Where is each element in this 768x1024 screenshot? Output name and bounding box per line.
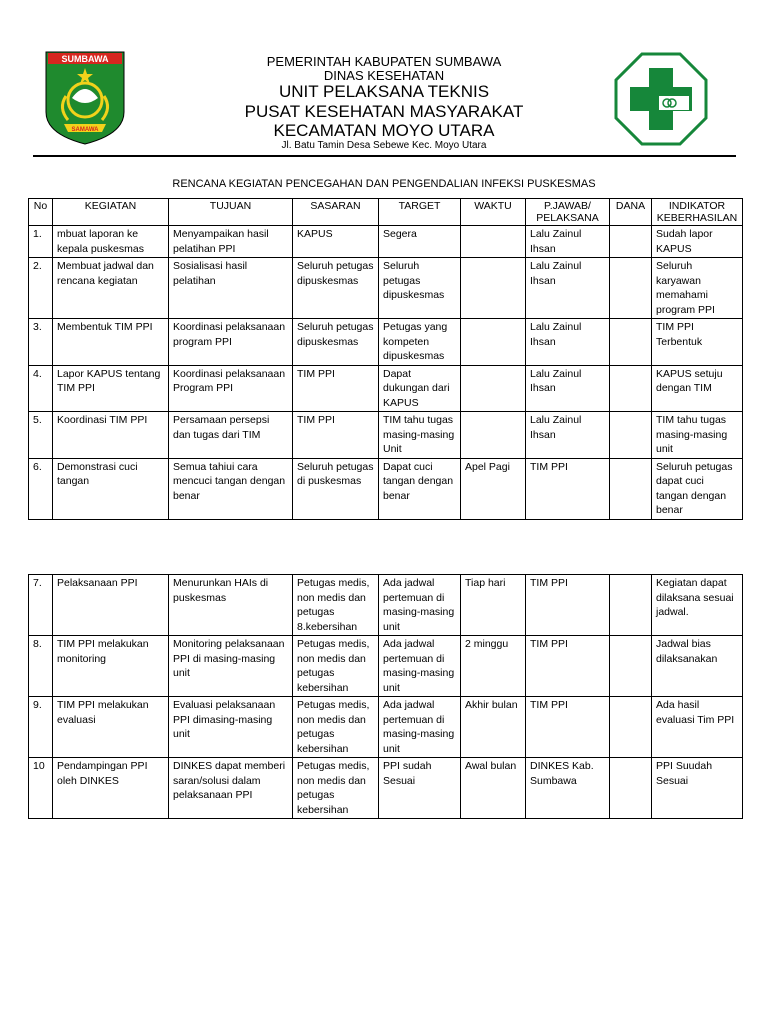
table-cell [610,636,652,697]
table-cell [610,365,652,412]
table-row [29,226,743,258]
table-row [29,412,743,459]
table-cell: Seluruh petugas di puskesmas [293,458,379,519]
table-row [29,697,743,758]
table-cell: Lalu Zainul Ihsan [526,258,610,319]
district-name: KECAMATAN MOYO UTARA [273,121,495,140]
table-cell: Pendampingan PPI oleh DINKES [53,758,169,819]
table-cell: Apel Pagi [461,458,526,519]
column-header: No [29,199,53,226]
table-cell [610,458,652,519]
table-cell: TIM PPI melakukan evaluasi [53,697,169,758]
table-cell: TIM PPI [526,575,610,636]
puskesmas-logo-icon [614,52,708,146]
table-cell: Petugas medis, non medis dan petugas 8.kebersihan [293,575,379,636]
table-cell: Petugas medis, non medis dan petugas kebersihan [293,758,379,819]
institution-name: PUSAT KESEHATAN MASYARAKAT [244,102,524,121]
table-cell [610,319,652,366]
table-cell: Koordinasi pelaksanaan Program PPI [169,365,293,412]
table-row [29,636,743,697]
table-cell: Dapat cuci tangan dengan benar [379,458,461,519]
table-cell [461,365,526,412]
table-cell: Sosialisasi hasil pelatihan [169,258,293,319]
table-cell: Koordinasi pelaksanaan program PPI [169,319,293,366]
table-cell: Demonstrasi cuci tangan [53,458,169,519]
table-cell: 4. [29,365,53,412]
table-cell: Petugas yang kompeten dipuskesmas [379,319,461,366]
government-name: PEMERINTAH KABUPATEN SUMBAWA [266,54,502,69]
table-row [29,319,743,366]
emblem-bottom-text: SAMAWA [71,127,99,133]
sumbawa-regency-emblem-icon [44,50,126,146]
table-cell [610,226,652,258]
table-cell: TIM PPI [293,412,379,459]
table-cell: TIM PPI [526,636,610,697]
department-name: DINAS KESEHATAN [323,68,445,83]
emblem-top-text: SUMBAWA [61,54,109,64]
column-header: TUJUAN [169,199,293,226]
table-cell: 10 [29,758,53,819]
table-cell: Jadwal bias dilaksanakan [652,636,743,697]
table-cell: 6. [29,458,53,519]
header-divider [33,155,736,157]
table-cell [610,258,652,319]
table-cell [610,412,652,459]
table-cell: Lalu Zainul Ihsan [526,365,610,412]
table-cell [461,319,526,366]
table-cell: Tiap hari [461,575,526,636]
table-cell: Lalu Zainul Ihsan [526,319,610,366]
table-cell: Seluruh petugas dipuskesmas [293,319,379,366]
table-cell: Petugas medis, non medis dan petugas kebersihan [293,697,379,758]
table-cell: Seluruh petugas dipuskesmas [293,258,379,319]
table-cell: KAPUS [293,226,379,258]
table-cell [461,258,526,319]
table-cell: 8. [29,636,53,697]
document-title: RENCANA KEGIATAN PENCEGAHAN DAN PENGENDALIAN INFEKSI PUSKESMAS [172,178,596,190]
table-cell: Ada jadwal pertemuan di masing-masing unit [379,636,461,697]
table-cell: 2 minggu [461,636,526,697]
table-cell: Monitoring pelaksanaan PPI di masing-masing unit [169,636,293,697]
table-cell: Menurunkan HAIs di puskesmas [169,575,293,636]
table-cell [461,226,526,258]
table-cell [461,412,526,459]
table-cell: Dapat dukungan dari KAPUS [379,365,461,412]
table-cell: Seluruh petugas dipuskesmas [379,258,461,319]
table-cell: Segera [379,226,461,258]
table-cell: PPI sudah Sesuai [379,758,461,819]
table-cell [610,697,652,758]
table-cell: Membuat jadwal dan rencana kegiatan [53,258,169,319]
table-row [29,365,743,412]
column-header: TARGET [379,199,461,226]
table-cell: 3. [29,319,53,366]
table-cell: Petugas medis, non medis dan petugas kebersihan [293,636,379,697]
table-cell: Menyampaikan hasil pelatihan PPI [169,226,293,258]
table-cell: Ada jadwal pertemuan di masing-masing unit [379,697,461,758]
table-cell: Persamaan persepsi dan tugas dari TIM [169,412,293,459]
table-cell: PPI Suudah Sesuai [652,758,743,819]
table-cell: 9. [29,697,53,758]
table-cell: Ada hasil evaluasi Tim PPI [652,697,743,758]
table-row [29,458,743,519]
column-header: P.JAWAB/ PELAKSANA [526,199,610,226]
table-cell: mbuat laporan ke kepala puskesmas [53,226,169,258]
table-cell: 2. [29,258,53,319]
table-cell: KAPUS setuju dengan TIM [652,365,743,412]
table-cell: Koordinasi TIM PPI [53,412,169,459]
table-cell: Seluruh petugas dapat cuci tangan dengan benar [652,458,743,519]
table-cell: TIM PPI [293,365,379,412]
table-cell: 7. [29,575,53,636]
plan-table-part-1 [28,198,743,520]
table-cell: 1. [29,226,53,258]
table-cell: TIM PPI Terbentuk [652,319,743,366]
table-cell: Semua tahiui cara mencuci tangan dengan benar [169,458,293,519]
table-cell: TIM tahu tugas masing-masing unit [652,412,743,459]
column-header: INDIKATOR KEBERHASILAN [652,199,743,226]
table-cell: Membentuk TIM PPI [53,319,169,366]
table-cell: Awal bulan [461,758,526,819]
table-cell: Lapor KAPUS tentang TIM PPI [53,365,169,412]
table-cell: Ada jadwal pertemuan di masing-masing unit [379,575,461,636]
column-header: KEGIATAN [53,199,169,226]
table-cell: Lalu Zainul Ihsan [526,226,610,258]
table-cell: Akhir bulan [461,697,526,758]
table-row [29,758,743,819]
table-cell: DINKES Kab. Sumbawa [526,758,610,819]
table-cell: 5. [29,412,53,459]
unit-name: UNIT PELAKSANA TEKNIS [278,82,490,101]
column-header: WAKTU [461,199,526,226]
table-cell: Sudah lapor KAPUS [652,226,743,258]
table-row [29,258,743,319]
table-header-row [29,199,743,226]
address: Jl. Batu Tamin Desa Sebewe Kec. Moyo Utara [281,140,487,151]
table-cell: Seluruh karyawan memahami program PPI [652,258,743,319]
table-cell: DINKES dapat memberi saran/solusi dalam pelaksanaan PPI [169,758,293,819]
table-cell: Pelaksanaan PPI [53,575,169,636]
table-cell: TIM PPI [526,697,610,758]
table-cell: Evaluasi pelaksanaan PPI dimasing-masing unit [169,697,293,758]
table-row [29,575,743,636]
table-cell: Kegiatan dapat dilaksana sesuai jadwal. [652,575,743,636]
table-cell: TIM PPI [526,458,610,519]
table-cell [610,575,652,636]
table-cell: TIM tahu tugas masing-masing Unit [379,412,461,459]
plan-table-part-2 [28,574,743,819]
column-header: SASARAN [293,199,379,226]
table-cell: TIM PPI melakukan monitoring [53,636,169,697]
table-cell: Lalu Zainul Ihsan [526,412,610,459]
column-header: DANA [610,199,652,226]
table-cell [610,758,652,819]
